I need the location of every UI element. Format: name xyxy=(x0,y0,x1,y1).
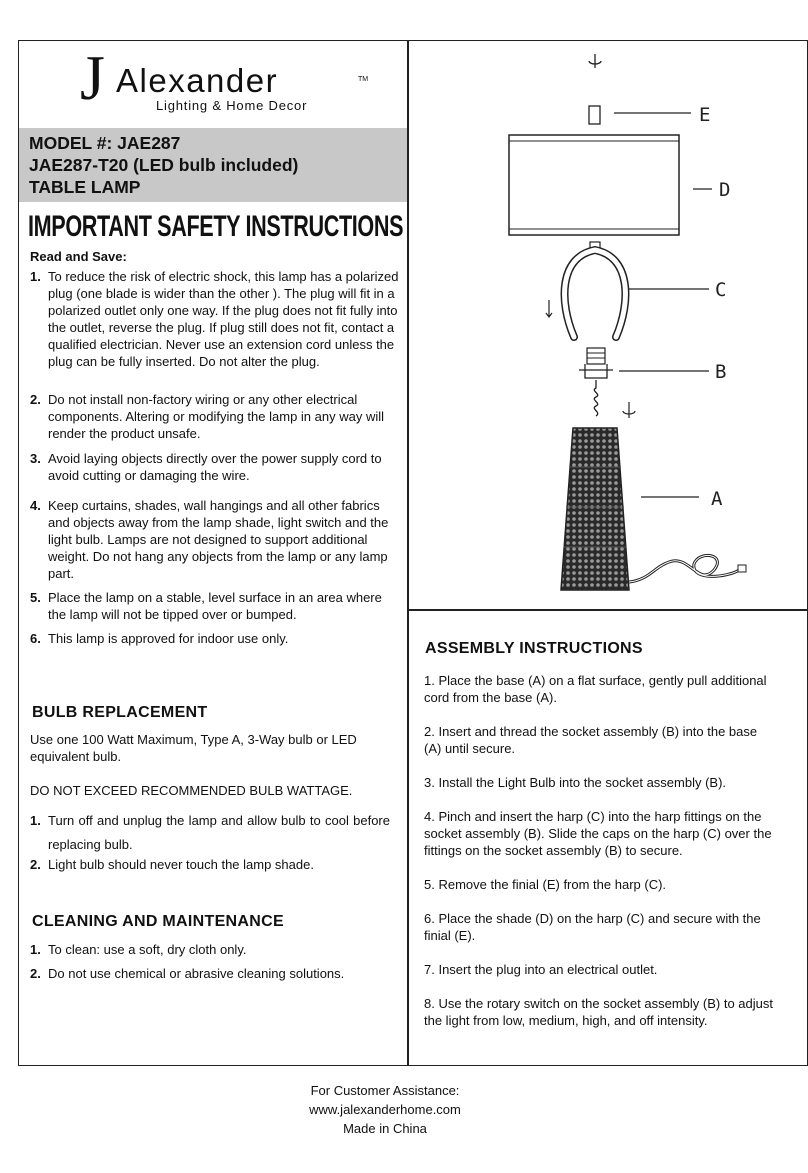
item-number: 1. xyxy=(30,813,41,828)
logo-name: Alexander xyxy=(116,62,279,99)
bulb-item-1 xyxy=(30,809,390,857)
lamp-exploded-diagram xyxy=(409,42,806,607)
label-a: A xyxy=(711,488,723,510)
item-text: Do not use chemical or abrasive cleaning solutions. xyxy=(48,966,345,981)
label-d: D xyxy=(719,179,731,201)
assembly-step-1: 1. Place the base (A) on a flat surface, gently pull additional cord from the base (A). xyxy=(424,673,767,705)
item-text: Avoid laying objects directly over the power supply cord to avoid cutting or damaging the wire. xyxy=(48,451,382,483)
model-variant: JAE287-T20 (LED bulb included) xyxy=(29,155,299,175)
safety-item-2 xyxy=(30,391,400,442)
item-text: Light bulb should never touch the lamp shade. xyxy=(48,857,314,872)
safety-title: IMPORTANT SAFETY INSTRUCTIONS xyxy=(28,210,404,243)
safety-item-5 xyxy=(30,589,400,623)
assembly-step-4: 4. Pinch and insert the harp (C) into the harp fittings on the socket assembly (B). Slide the caps on the harp (C) over the fittings on the socket assembly (B) to secure. xyxy=(424,809,772,858)
assembly-step-6: 6. Place the shade (D) on the harp (C) and secure with the finial (E). xyxy=(424,911,761,943)
assembly-step-7: 7. Insert the plug into an electrical outlet. xyxy=(424,962,658,977)
cleaning-heading: CLEANING AND MAINTENANCE xyxy=(32,913,284,930)
cleaning-item-2 xyxy=(30,965,400,982)
item-number: 2. xyxy=(30,392,41,407)
finial-part xyxy=(589,54,691,124)
label-c: C xyxy=(715,279,727,301)
item-text: To clean: use a soft, dry cloth only. xyxy=(48,942,247,957)
bulb-warning: DO NOT EXCEED RECOMMENDED BULB WATTAGE. xyxy=(30,783,353,798)
assembly-step-2: 2. Insert and thread the socket assembly (B) into the base (A) until secure. xyxy=(424,724,758,756)
label-b: B xyxy=(715,361,727,383)
socket-part xyxy=(579,348,709,416)
harp-part xyxy=(546,242,709,337)
label-e: E xyxy=(699,104,711,126)
brand-logo xyxy=(80,42,380,118)
item-number: 3. xyxy=(30,451,41,466)
assembly-divider xyxy=(407,609,808,611)
read-save-label: Read and Save: xyxy=(30,249,127,264)
product-type: TABLE LAMP xyxy=(29,177,141,197)
safety-item-3 xyxy=(30,450,400,484)
bulb-heading: BULB REPLACEMENT xyxy=(32,704,208,721)
logo-tagline: Lighting & Home Decor xyxy=(156,98,308,113)
bulb-item-2 xyxy=(30,856,400,873)
assembly-step-8: 8. Use the rotary switch on the socket assembly (B) to adjust the light from low, medium, high, and off intensity. xyxy=(424,996,773,1028)
item-number: 4. xyxy=(30,498,41,513)
model-number: MODEL #: JAE287 xyxy=(29,133,181,153)
assembly-heading: ASSEMBLY INSTRUCTIONS xyxy=(425,640,643,657)
item-text: Turn off and unplug the lamp and allow bulb to cool before replacing bulb. xyxy=(48,813,390,852)
cleaning-item-1 xyxy=(30,941,400,958)
bulb-intro: Use one 100 Watt Maximum, Type A, 3-Way bulb or LED equivalent bulb. xyxy=(30,732,357,764)
item-text: Keep curtains, shades, wall hangings and all other fabrics and objects away from the lamp shade, light switch and the light bulb. Lamps are not designed to support additional weight. Do not hang any objects from the lamp or any lamp part. xyxy=(48,498,389,581)
item-number: 5. xyxy=(30,590,41,605)
item-text: To reduce the risk of electric shock, this lamp has a polarized plug (one blade is wider than the other ). The plug will fit in a polarized outlet only one way. If the plug does not fit fully into the outlet, reverse the plug. If plug still does not fit, contact a qualified electrician. Never use an extension cord unless the plug can be fully inserted. Do not alter the plug. xyxy=(48,269,399,369)
assembly-step-3: 3. Install the Light Bulb into the socket assembly (B). xyxy=(424,775,727,790)
assembly-step-5: 5. Remove the finial (E) from the harp (C). xyxy=(424,877,667,892)
logo-letter: J xyxy=(80,42,105,113)
safety-item-1 xyxy=(30,268,400,370)
item-text: This lamp is approved for indoor use only. xyxy=(48,631,289,646)
footer xyxy=(230,1081,540,1138)
item-number: 2. xyxy=(30,966,41,981)
item-text: Do not install non-factory wiring or any other electrical components. Altering or modifying the lamp in any way will render the product unsafe. xyxy=(48,392,384,441)
footer-origin: Made in China xyxy=(343,1121,427,1136)
item-number: 1. xyxy=(30,942,41,957)
footer-assistance: For Customer Assistance: xyxy=(310,1083,460,1098)
footer-website[interactable]: www.jalexanderhome.com xyxy=(309,1102,461,1117)
item-number: 6. xyxy=(30,631,41,646)
item-number: 1. xyxy=(30,269,41,284)
safety-item-6 xyxy=(30,630,400,647)
item-text: Place the lamp on a stable, level surface in an area where the lamp will not be tipped over or bumped. xyxy=(48,590,382,622)
safety-item-4 xyxy=(30,497,400,582)
logo-trademark: TM xyxy=(358,76,369,83)
item-number: 2. xyxy=(30,857,41,872)
model-header xyxy=(19,128,407,202)
shade-part xyxy=(509,135,712,235)
